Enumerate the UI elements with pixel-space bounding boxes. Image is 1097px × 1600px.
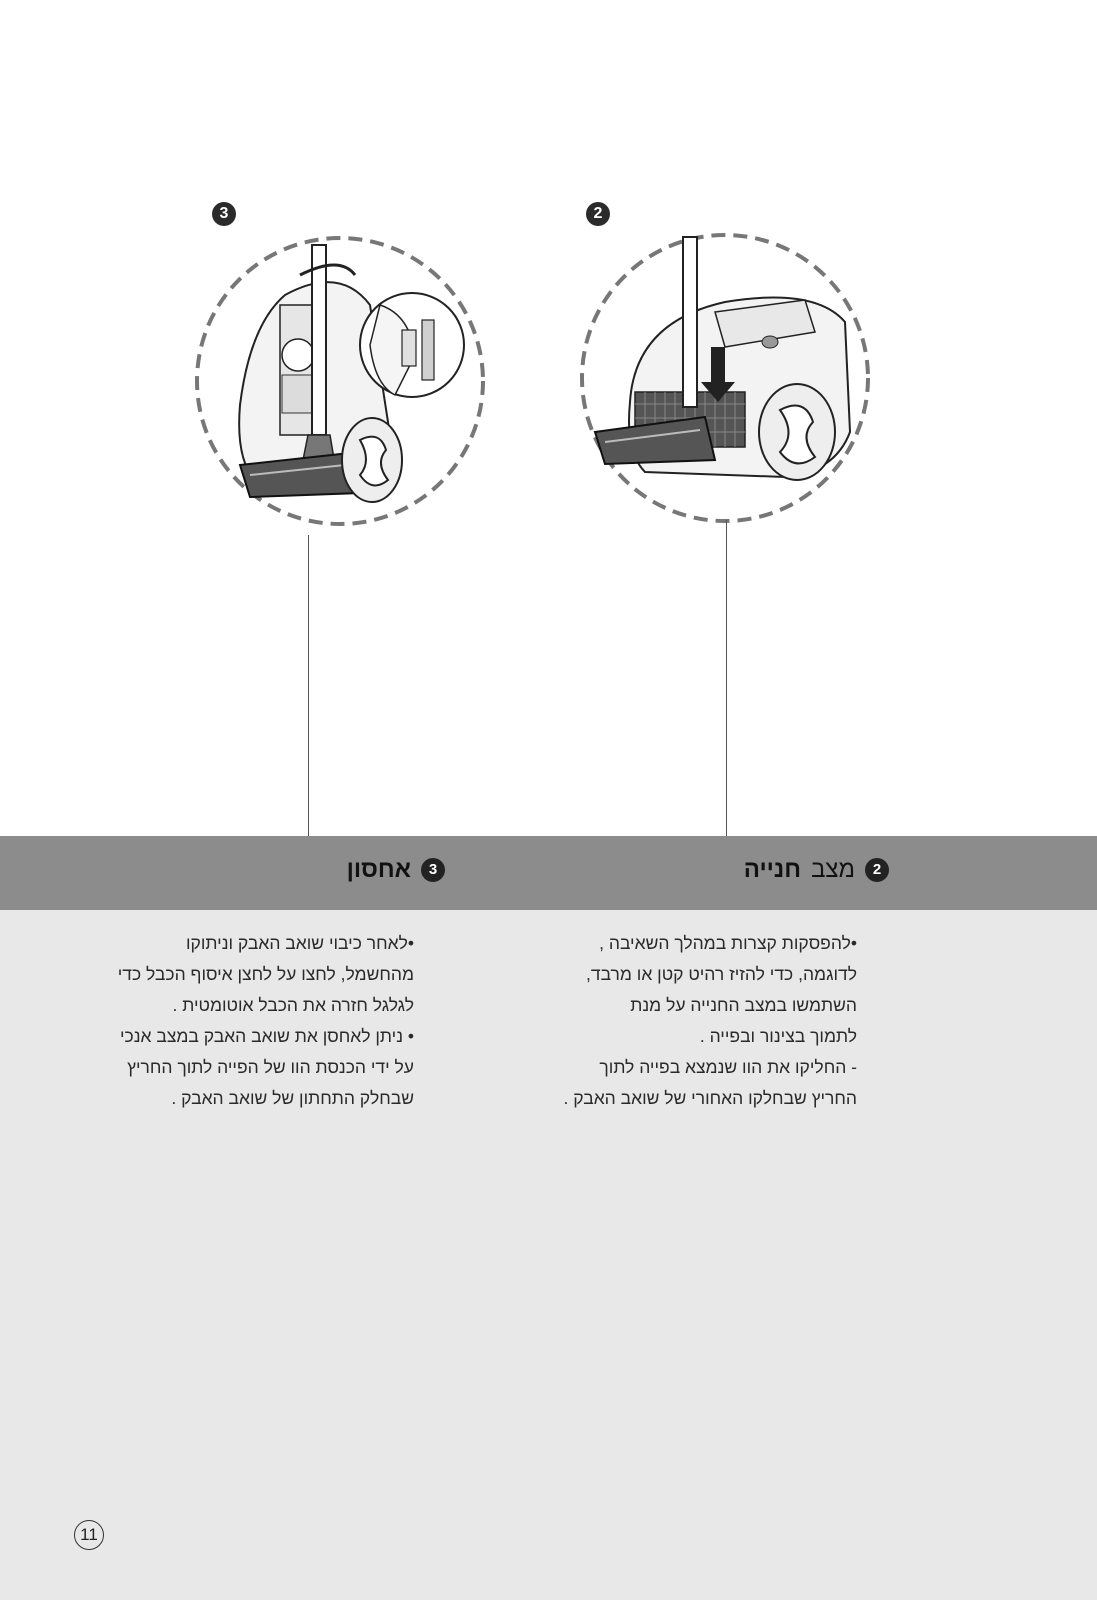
storage-line: על ידי הכנסת הוו של הפייה לתוך החריץ xyxy=(127,1057,414,1077)
parking-line: לתמוך בצינור ובפייה . xyxy=(699,1026,857,1046)
parking-line: - החליקו את הוו שנמצא בפייה לתוך xyxy=(599,1057,857,1077)
vacuum-storage-position-illustration xyxy=(190,235,490,535)
section-title-parking-word1: מצב xyxy=(811,856,855,883)
parking-line: החריץ שבחלקו האחורי של שואב האבק . xyxy=(563,1088,857,1108)
step-badge-storage: 3 xyxy=(212,202,236,226)
section-header-band xyxy=(0,836,1097,910)
storage-line: •לאחר כיבוי שואב האבק וניתוקו xyxy=(186,933,414,953)
storage-instructions xyxy=(118,928,414,1114)
parking-line: לדוגמה, כדי להזיז רהיט קטן או מרבד, xyxy=(586,964,857,984)
storage-line: • ניתן לאחסן את שואב האבק במצב אנכי xyxy=(119,1026,414,1046)
section-title-parking-word2: חנייה xyxy=(743,856,802,883)
storage-line: מהחשמל, לחצו על לחצן איסוף הכבל כדי xyxy=(117,964,414,984)
leader-line-parking xyxy=(726,520,727,836)
section-number-storage: 3 xyxy=(421,858,445,882)
section-number-parking: 2 xyxy=(865,858,889,882)
section-title-parking xyxy=(744,855,889,885)
storage-line: לגלגל חזרה את הכבל אוטומטית . xyxy=(172,995,414,1015)
section-title-storage-text: אחסון xyxy=(346,856,411,883)
vacuum-parking-position-illustration xyxy=(575,232,875,532)
step-badge-parking: 2 xyxy=(586,202,610,226)
page-number: 11 xyxy=(74,1520,104,1550)
leader-line-storage xyxy=(308,535,309,836)
storage-line: שבחלק התחתון של שואב האבק . xyxy=(171,1088,414,1108)
parking-instructions xyxy=(564,928,857,1114)
parking-line: השתמשו במצב החנייה על מנת xyxy=(630,995,857,1015)
parking-line: •להפסקות קצרות במהלך השאיבה , xyxy=(599,933,857,953)
section-title-storage xyxy=(347,855,445,885)
